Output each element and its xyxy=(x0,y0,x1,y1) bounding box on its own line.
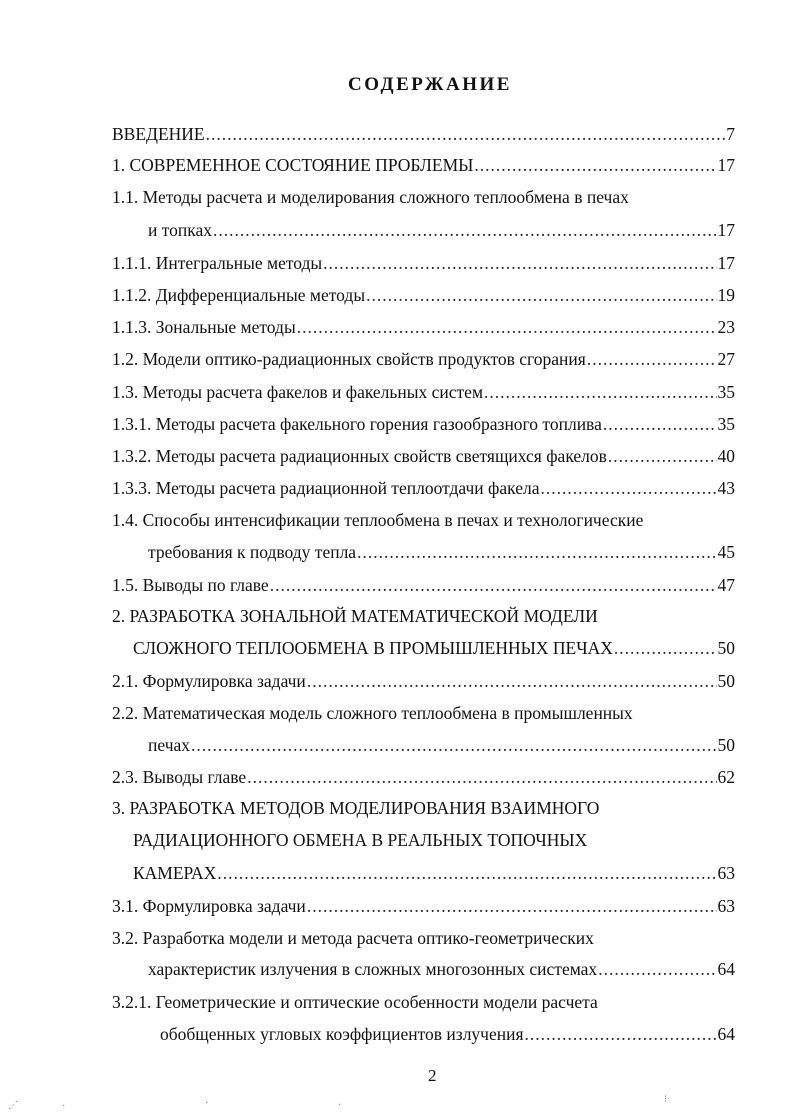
toc-leader-dots xyxy=(307,895,717,917)
toc-page-number: 47 xyxy=(717,575,735,595)
toc-entry-1-1-1 xyxy=(112,252,735,274)
toc-page-number: 63 xyxy=(717,896,735,916)
toc-leader-dots xyxy=(270,574,717,596)
toc-entry-chapter-2 xyxy=(133,637,735,659)
toc-leader-dots xyxy=(540,477,716,499)
toc-leader-dots xyxy=(213,219,716,241)
toc-entry-3-2-line1: 3.2. Разработка модели и метода расчета оптико-геометрических xyxy=(112,928,594,948)
toc-page-number: 64 xyxy=(717,959,735,979)
toc-leader-dots xyxy=(297,316,717,338)
page-number: 2 xyxy=(428,1066,437,1085)
toc-entry-text: 2.1. Формулировка задачи xyxy=(112,671,306,691)
toc-entry-2-1 xyxy=(112,670,735,692)
toc-entry-1-1-3 xyxy=(112,316,735,338)
toc-entry-text: 1.3.1. Методы расчета факельного горения газообразного топлива xyxy=(112,414,602,434)
toc-leader-dots xyxy=(323,252,716,274)
toc-entry-text: 1.3.3. Методы расчета радиационной теплоотдачи факела xyxy=(112,478,540,498)
toc-leader-dots xyxy=(206,123,726,145)
toc-entry-text: 1.3. Методы расчета факелов и факельных систем xyxy=(112,382,484,402)
toc-leader-dots xyxy=(598,958,716,980)
toc-leader-dots xyxy=(217,862,716,884)
toc-entry-1-1-2 xyxy=(112,284,735,306)
toc-leader-dots xyxy=(484,381,716,403)
toc-page-number: 17 xyxy=(717,155,735,175)
toc-entry-text: 1.3.2. Методы расчета радиационных свойств светящихся факелов xyxy=(112,446,607,466)
toc-leader-dots xyxy=(357,541,716,563)
toc-page-number: 64 xyxy=(717,1024,735,1044)
toc-entry-intro xyxy=(112,123,735,145)
toc-page-number: 40 xyxy=(717,446,735,466)
toc-entry-text: 2.3. Выводы главе xyxy=(112,767,247,787)
toc-leader-dots xyxy=(608,445,717,467)
toc-leader-dots xyxy=(474,154,716,176)
toc-entry-chapter-2-line1: 2. РАЗРАБОТКА ЗОНАЛЬНОЙ МАТЕМАТИЧЕСКОЙ МОДЕЛИ xyxy=(112,606,598,626)
toc-entry-text: характеристик излучения в сложных многозонных системах xyxy=(148,959,598,979)
toc-entry-text: ВВЕДЕНИЕ xyxy=(112,124,205,144)
page-title: СОДЕРЖАНИЕ xyxy=(348,74,512,95)
toc-entry-text: 1.1.3. Зональные методы xyxy=(112,317,296,337)
toc-entry-1-1-line1: 1.1. Методы расчета и моделирования сложного теплообмена в печах xyxy=(112,187,629,207)
toc-entry-2-2-line1: 2.2. Математическая модель сложного теплообмена в промышленных xyxy=(112,703,633,723)
toc-page-number: 50 xyxy=(717,638,735,658)
toc-entry-text: печах xyxy=(148,735,191,755)
toc-entry-text: 1.1.1. Интегральные методы xyxy=(112,253,323,273)
toc-page-number: 7 xyxy=(726,124,735,144)
toc-page-number: 35 xyxy=(717,382,735,402)
toc-page-number: 17 xyxy=(717,220,735,240)
toc-entry-3-2-1 xyxy=(160,1023,735,1045)
toc-entry-text: 1.1.2. Дифференциальные методы xyxy=(112,285,366,305)
toc-entry-text: 3.1. Формулировка задачи xyxy=(112,896,306,916)
toc-entry-text: 1.5. Выводы по главе xyxy=(112,575,269,595)
toc-entry-1-1 xyxy=(148,219,735,241)
toc-entry-chapter-3-line2: РАДИАЦИОННОГО ОБМЕНА В РЕАЛЬНЫХ ТОПОЧНЫХ xyxy=(133,830,588,850)
toc-entry-3-2 xyxy=(148,958,735,980)
toc-entry-1-4 xyxy=(148,541,735,563)
toc-leader-dots xyxy=(614,637,717,659)
toc-entry-chapter-3-line1: 3. РАЗРАБОТКА МЕТОДОВ МОДЕЛИРОВАНИЯ ВЗАИМНОГО xyxy=(112,798,600,818)
toc-page-number: 23 xyxy=(717,317,735,337)
toc-entry-2-2 xyxy=(148,734,735,756)
toc-page-number: 45 xyxy=(717,542,735,562)
toc-entry-3-1 xyxy=(112,895,735,917)
toc-page-number: 27 xyxy=(717,349,735,369)
toc-page-number: 50 xyxy=(717,671,735,691)
toc-entry-1-3-2 xyxy=(112,445,735,467)
toc-entry-text: требования к подводу тепла xyxy=(148,542,357,562)
scan-artifact: · xyxy=(205,1098,209,1109)
toc-entry-text: 1.2. Модели оптико-радиационных свойств продуктов сгорания xyxy=(112,349,586,369)
toc-leader-dots xyxy=(366,284,716,306)
toc-page-number: 19 xyxy=(717,285,735,305)
toc-entry-1-3-3 xyxy=(112,477,735,499)
toc-entry-text: 1. СОВРЕМЕННОЕ СОСТОЯНИЕ ПРОБЛЕМЫ xyxy=(112,155,474,175)
scan-artifact: · xyxy=(62,1101,66,1112)
toc-page-number: 50 xyxy=(717,735,735,755)
toc-page-number: 35 xyxy=(717,414,735,434)
toc-page-number: 17 xyxy=(717,253,735,273)
toc-entry-chapter-1 xyxy=(112,154,735,176)
toc-entry-1-2 xyxy=(112,348,735,370)
toc-leader-dots xyxy=(307,670,717,692)
toc-page-number: 62 xyxy=(717,767,735,787)
toc-leader-dots xyxy=(587,348,717,370)
toc-entry-text: обобщенных угловых коэффициентов излучения xyxy=(160,1024,524,1044)
toc-entry-text: и топках xyxy=(148,220,213,240)
toc-entry-chapter-3 xyxy=(133,862,735,884)
scan-artifact: · xyxy=(338,1100,342,1111)
scan-artifact: ⋰ xyxy=(8,1100,18,1111)
toc-entry-1-3-1 xyxy=(112,413,735,435)
toc-leader-dots xyxy=(247,766,716,788)
toc-leader-dots xyxy=(603,413,717,435)
toc-page-number: 63 xyxy=(717,863,735,883)
toc-entry-1-4-line1: 1.4. Способы интенсификации теплообмена в печах и технологические xyxy=(112,510,644,530)
toc-entry-text: КАМЕРАХ xyxy=(133,863,217,883)
toc-page-number: 43 xyxy=(717,478,735,498)
toc-leader-dots xyxy=(191,734,716,756)
toc-entry-1-3 xyxy=(112,381,735,403)
toc-entry-3-2-1-line1: 3.2.1. Геометрические и оптические особенности модели расчета xyxy=(112,992,598,1012)
toc-leader-dots xyxy=(525,1023,717,1045)
toc-entry-text: СЛОЖНОГО ТЕПЛООБМЕНА В ПРОМЫШЛЕННЫХ ПЕЧАХ xyxy=(133,638,613,658)
toc-entry-2-3 xyxy=(112,766,735,788)
toc-entry-1-5 xyxy=(112,574,735,596)
scan-artifact: ⁝ xyxy=(664,1094,668,1105)
